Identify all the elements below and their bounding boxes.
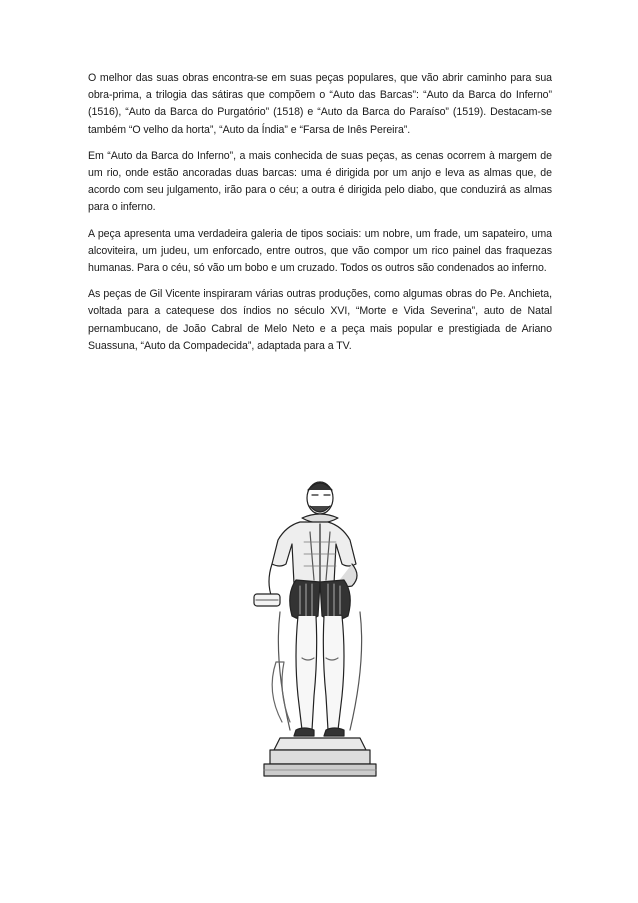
document-body [88, 70, 552, 364]
statue-drawing [240, 462, 400, 792]
paragraph-1: O melhor das suas obras encontra-se em suas peças populares, que vão abrir caminho para sua obra-prima, a trilogia das sátiras que compõem o “Auto das Barcas”: “Auto da Barca do Inferno” (1516), “Auto da Barca do Purgatório” (1518) e “Auto da Barca do Paraíso” (1519). Destacam-se também “O velho da horta”, “Auto da Índia” e “Farsa de Inês Pereira”. [88, 72, 552, 136]
statue-illustration [240, 462, 400, 792]
paragraph-4: As peças de Gil Vicente inspiraram várias outras produções, como algumas obras do Pe. Anchieta, voltada para a catequese dos índios no século XVI, “Morte e Vida Severina”, auto de Natal pernambucano, de João Cabral de Melo Neto e a peça mais popular e prestigiada de Ariano Suassuna, “Auto da Compadecida”, adaptada para a TV. [88, 288, 552, 352]
paragraph-3: A peça apresenta uma verdadeira galeria de tipos sociais: um nobre, um frade, um sapateiro, uma alcoviteira, um judeu, um enforcado, entre outros, que vão compor um rico painel das fraquezas humanas. Para o céu, só vão um bobo e um cruzado. Todos os outros são condenados ao inferno. [88, 227, 552, 275]
paragraph-2: Em “Auto da Barca do Inferno”, a mais conhecida de suas peças, as cenas ocorrem à margem de um rio, onde estão ancoradas duas barcas: uma é dirigida por um anjo e leva as almas que, de acordo com seu julgamento, irão para o céu; a outra é dirigida pelo diabo, que conduzirá as almas para o inferno. [88, 149, 552, 214]
